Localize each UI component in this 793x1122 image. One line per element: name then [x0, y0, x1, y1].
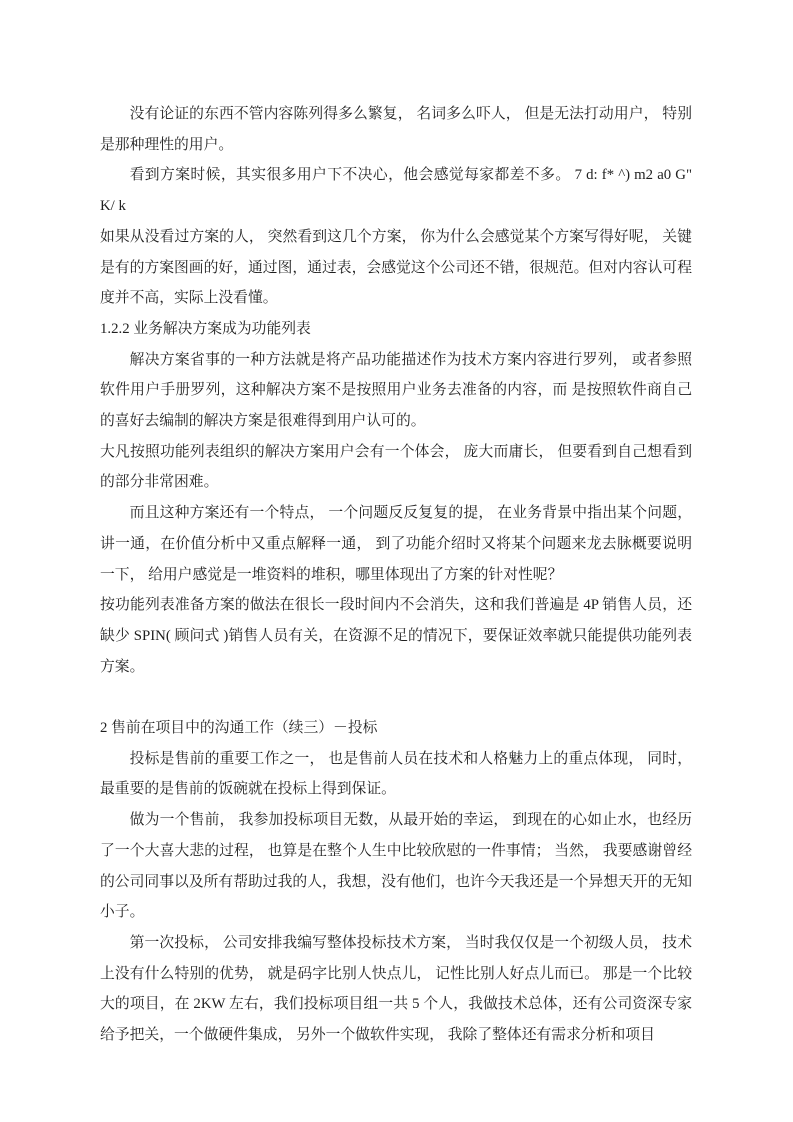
paragraph-bidding-importance: 投标是售前的重要工作之一， 也是售前人员在技术和人格魅力上的重点体现， 同时， 最重要的是售前的饭碗就在投标上得到保证。 — [100, 750, 692, 798]
paragraph-repeated-problem-mentions: 而且这种方案还有一个特点， 一个问题反反复复的提， 在业务背景中指出某个问题， 讲一通，在价值分析中又重点解释一通， 到了功能介绍时又将某个问题来龙去脉概要说明一下， 给用户感觉是一堆资料的堆积，哪里体现出了方案的针对性呢？ — [100, 505, 692, 583]
document-body — [100, 99, 692, 1051]
paragraph-feature-list-experience: 大凡按照功能列表组织的解决方案用户会有一个体会， 庞大而庸长， 但要看到自己想看到的部分非常困难。 — [100, 443, 692, 491]
section-heading-1-2-2: 1.2.2 业务解决方案成为功能列表 — [100, 320, 311, 337]
paragraph-feature-listing-method: 解决方案省事的一种方法就是将产品功能描述作为技术方案内容进行罗列， 或者参照软件用户手册罗列，这种解决方案不是按照用户业务去准备的内容，而 是按照软件商自己的喜好去编制的解决方案是很难得到用户认可的。 — [100, 351, 692, 430]
section-heading-2-bidding: 2 售前在项目中的沟通工作（续三）－投标 — [100, 720, 378, 737]
paragraph-first-bid: 第一次投标， 公司安排我编写整体投标技术方案， 当时我仅仅是一个初级人员， 技术上没有什么特别的优势， 就是码字比别人快点儿， 记性比别人好点儿而已。 那是一个比较大的项目，在 2KW 左右，我们投标项目组一共 5 个人，我做技术总体，还有公司资深专家给予把关，一个做硬件集成， 另外一个做软件实现， 我除了整体还有需求分析和项目 — [100, 934, 692, 1044]
paragraph-never-seen-proposals: 如果从没看过方案的人， 突然看到这几个方案， 你为什么会感觉某个方案写得好呢， 关键是有的方案图画的好，通过图，通过表，会感觉这个公司还不错，很规范。但对内容认可程度并不高，实际上没看懂。 — [100, 228, 692, 307]
paragraph-presales-experience: 做为一个售前， 我参加投标项目无数，从最开始的幸运， 到现在的心如止水，也经历了一个大喜大悲的过程， 也算是在整个人生中比较欣慰的一件事情； 当然， 我要感谢曾经的公司同事以及所有帮助过我的人，我想，没有他们，也许今天我还是一个异想天开的无知小子。 — [100, 812, 692, 921]
paragraph-no-proof-content: 没有论证的东西不管内容陈列得多么繁复， 名词多么吓人， 但是无法打动用户， 特别是那种理性的用户。 — [100, 106, 692, 153]
paragraph-4p-spin-sales: 按功能列表准备方案的做法在很长一段时间内不会消失，这和我们普遍是 4P 销售人员，还缺少 SPIN( 顾问式 )销售人员有关，在资源不足的情况下，要保证效率就只能提供功能列表方案。 — [100, 597, 692, 675]
paragraph-seeing-proposals: 看到方案时候，其实很多用户下不决心，他会感觉每家都差不多。 7 d: f* ^) m2 a0 G" K/ k — [100, 167, 692, 215]
